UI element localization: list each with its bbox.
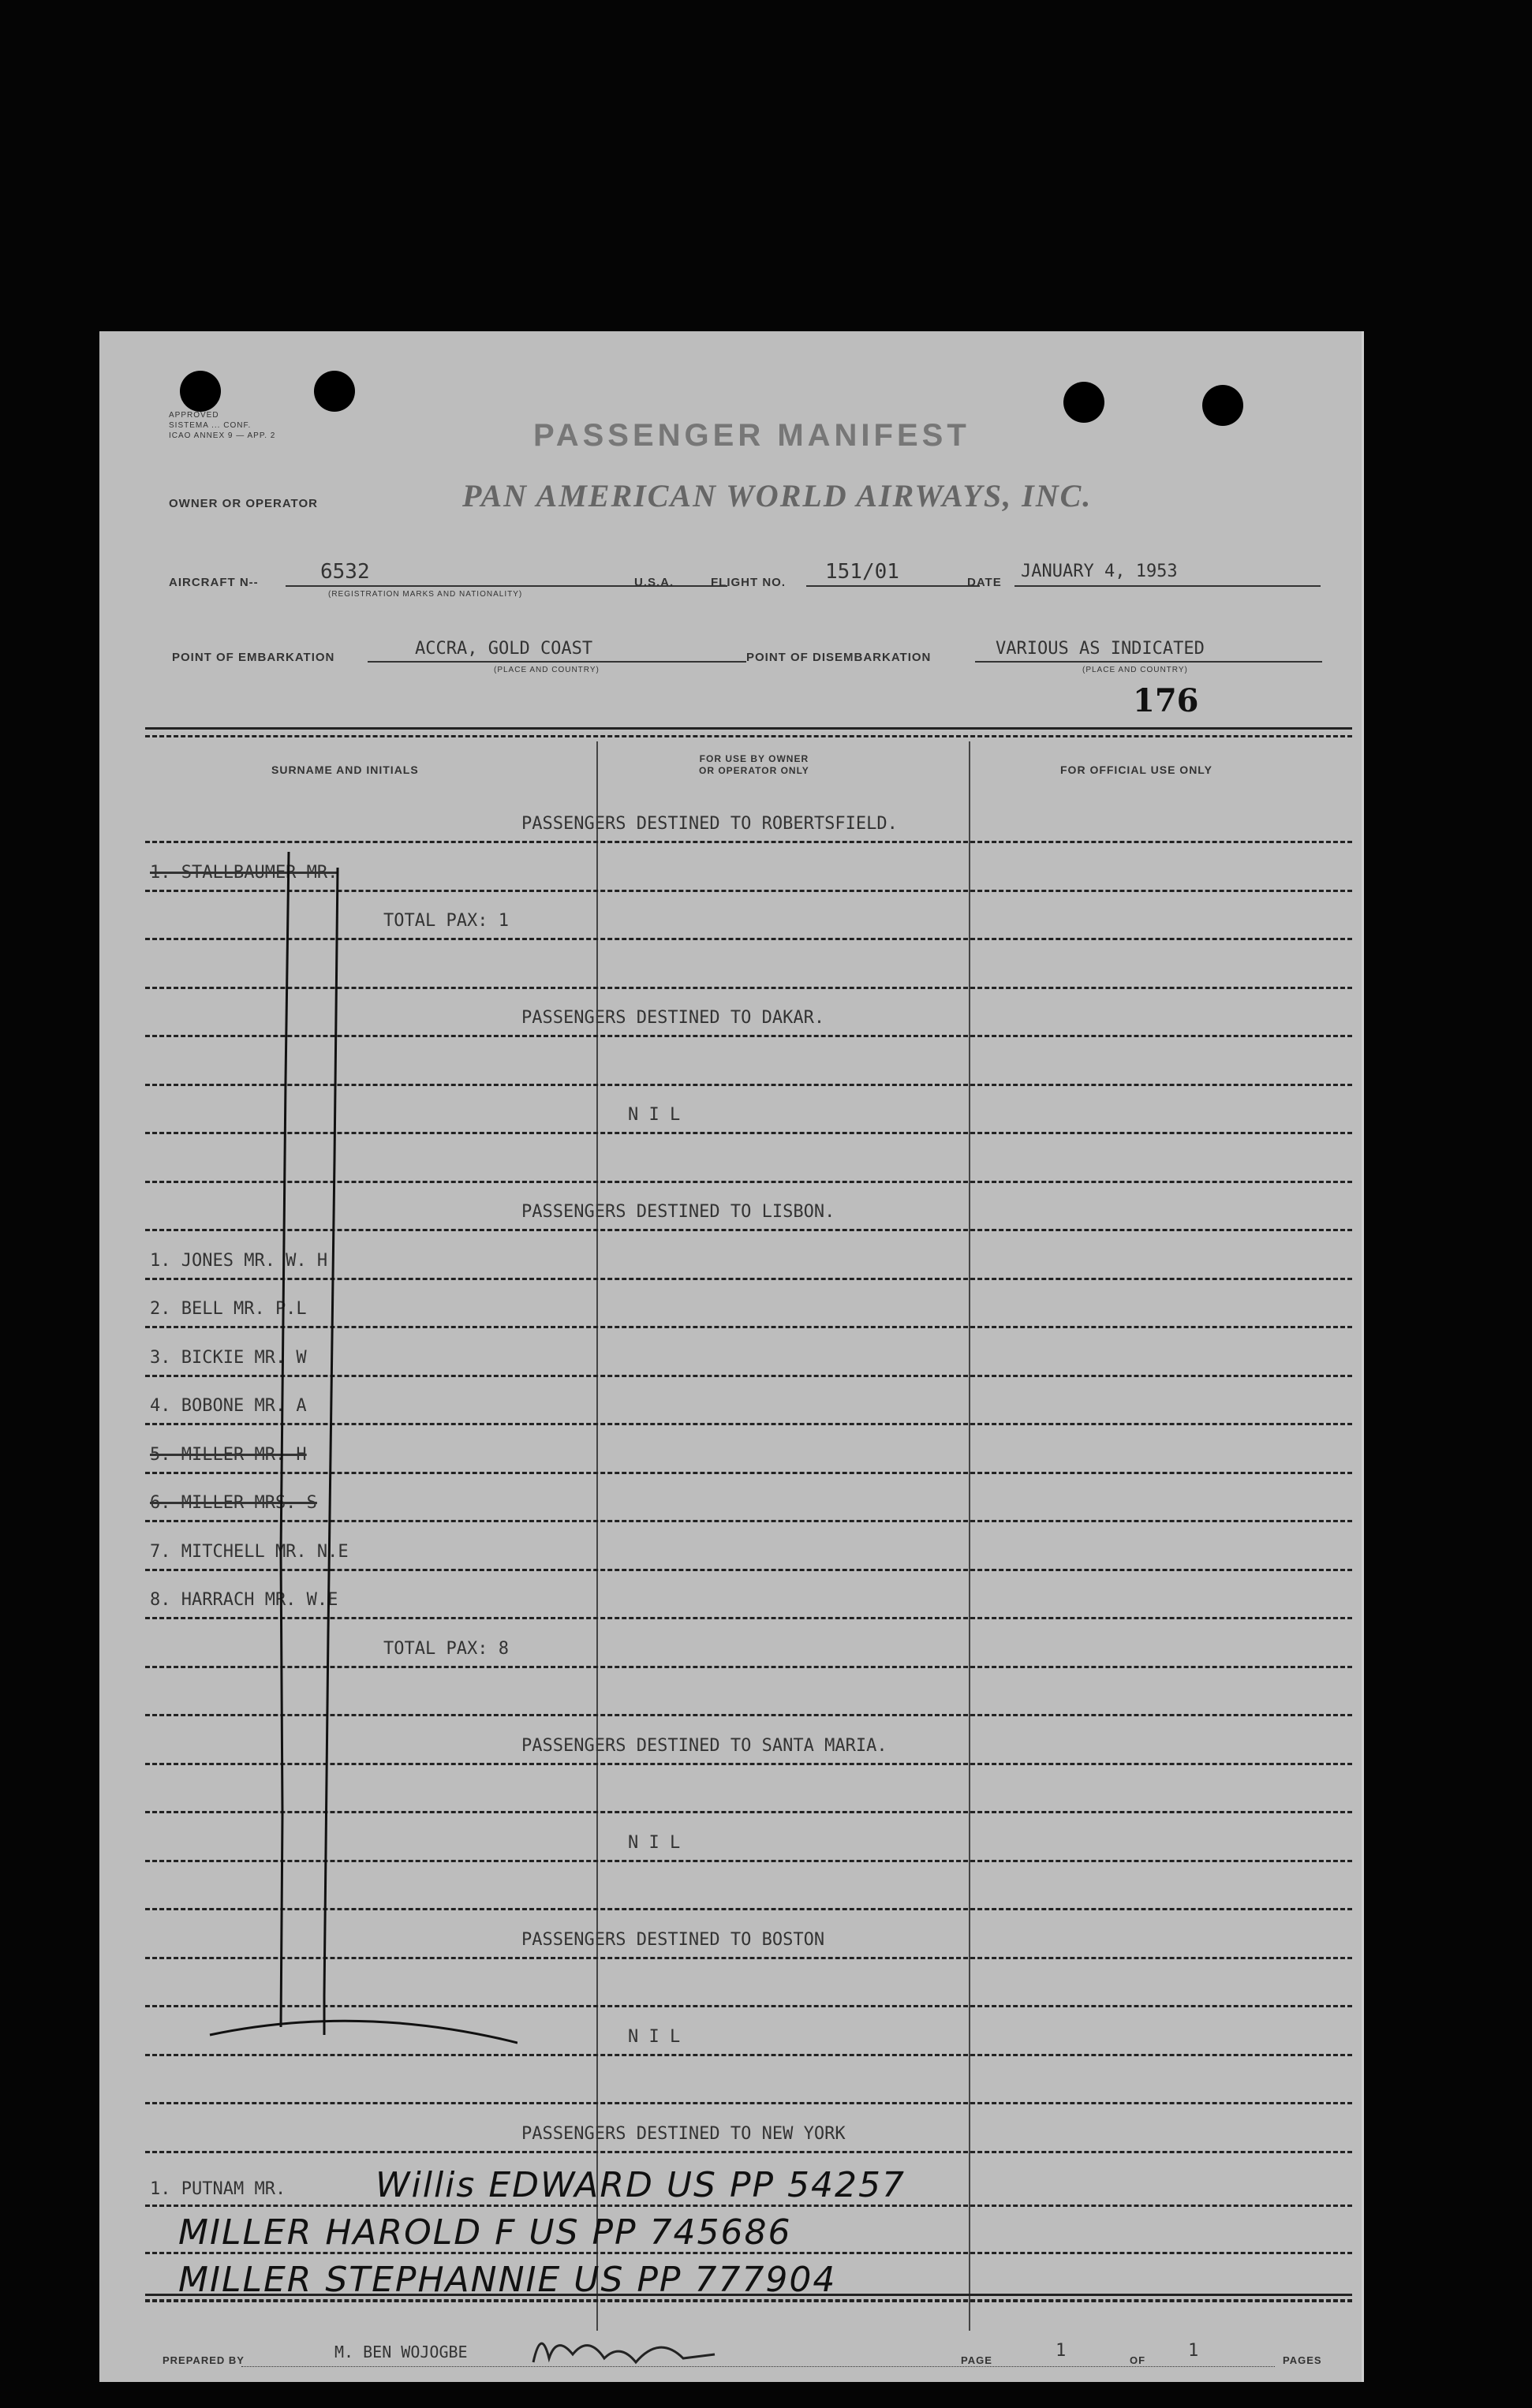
col-header-owner: FOR USE BY OWNER OR OPERATOR ONLY	[699, 753, 809, 776]
destination-heading: PASSENGERS DESTINED TO ROBERTSFIELD.	[521, 814, 898, 834]
nil-entry: N I L	[628, 1105, 681, 1125]
page-total: 1	[1188, 2341, 1199, 2361]
aircraft-label: AIRCRAFT N--	[169, 576, 259, 589]
passenger-name: 4. BOBONE MR. A	[150, 1396, 307, 1416]
nil-entry: N I L	[628, 1832, 681, 1853]
row-rule	[145, 2151, 1352, 2153]
total-pax: TOTAL PAX: 8	[383, 1638, 509, 1659]
hand-drawn-bracket	[202, 844, 518, 2090]
passenger-name: 5. MILLER MR. H	[150, 1444, 307, 1465]
punch-hole	[1202, 385, 1243, 426]
passenger-name: 2. BELL MR. P.L	[150, 1299, 307, 1319]
registration-note: (REGISTRATION MARKS AND NATIONALITY)	[328, 590, 523, 599]
punch-hole	[180, 371, 221, 412]
page-stamp: 176	[1133, 682, 1199, 719]
embark-place: ACCRA, GOLD COAST	[415, 639, 593, 659]
of-label: OF	[1130, 2354, 1146, 2366]
page-label: PAGE	[961, 2354, 992, 2366]
destination-heading: PASSENGERS DESTINED TO DAKAR.	[521, 1008, 825, 1028]
usa-label: U.S.A.	[634, 576, 674, 589]
col-header-surname: SURNAME AND INITIALS	[271, 763, 419, 776]
handwritten-entry: MILLER STEPHANNIE US PP 777904	[178, 2260, 837, 2300]
column-divider	[969, 741, 970, 2331]
prepared-by: M. BEN WOJOGBE	[334, 2343, 468, 2361]
passenger-name: 7. MITCHELL MR. N.E	[150, 1541, 349, 1562]
flight-date: JANUARY 4, 1953	[1021, 562, 1178, 581]
disembark-label: POINT OF DISEMBARKATION	[746, 651, 932, 664]
flight-label: FLIGHT NO.	[711, 576, 786, 589]
embark-note: (PLACE AND COUNTRY)	[494, 666, 600, 674]
approval-stamp: APPROVED SISTEMA ... CONF. ICAO ANNEX 9 — APP. 2	[169, 411, 276, 440]
pages-label: PAGES	[1283, 2354, 1322, 2366]
column-divider	[596, 741, 598, 2331]
passenger-name: 6. MILLER MRS. S	[150, 1493, 317, 1513]
operator-name: PAN AMERICAN WORLD AIRWAYS, INC.	[462, 478, 1093, 513]
embark-label: POINT OF EMBARKATION	[172, 651, 335, 664]
manifest-title: PASSENGER MANIFEST	[533, 418, 970, 453]
nil-entry: N I L	[628, 2026, 681, 2047]
owner-label: OWNER OR OPERATOR	[169, 497, 318, 510]
disembark-place: VARIOUS AS INDICATED	[996, 639, 1205, 659]
aircraft-number: 6532	[320, 560, 370, 584]
passenger-name: 8. HARRACH MR. W.E	[150, 1590, 338, 1610]
manifest-sheet	[99, 331, 1364, 2382]
flight-number: 151/01	[825, 560, 899, 584]
page-number: 1	[1056, 2341, 1067, 2361]
destination-heading: PASSENGERS DESTINED TO NEW YORK	[521, 2123, 846, 2144]
row-rule	[145, 2102, 1352, 2104]
destination-heading: PASSENGERS DESTINED TO BOSTON	[521, 1929, 825, 1950]
row-rule	[145, 841, 1352, 843]
prepared-label: PREPARED BY	[163, 2354, 245, 2366]
passenger-name: 1. JONES MR. W. H	[150, 1250, 328, 1271]
handwritten-entry: Willis EDWARD US PP 54257	[376, 2165, 906, 2205]
destination-heading: PASSENGERS DESTINED TO SANTA MARIA.	[521, 1735, 887, 1756]
passenger-name: 1. PUTNAM MR.	[150, 2179, 286, 2199]
punch-hole	[314, 371, 355, 412]
destination-heading: PASSENGERS DESTINED TO LISBON.	[521, 1202, 835, 1222]
disembark-note: (PLACE AND COUNTRY)	[1082, 666, 1188, 674]
col-header-official: FOR OFFICIAL USE ONLY	[1060, 763, 1213, 776]
handwritten-entry: MILLER HAROLD F US PP 745686	[178, 2212, 792, 2253]
passenger-name: 1. STALLBAUMER MR.	[150, 862, 338, 883]
total-pax: TOTAL PAX: 1	[383, 911, 509, 931]
date-label: DATE	[967, 576, 1002, 589]
passenger-name: 3. BICKIE MR. W	[150, 1347, 307, 1368]
punch-hole	[1063, 382, 1104, 423]
